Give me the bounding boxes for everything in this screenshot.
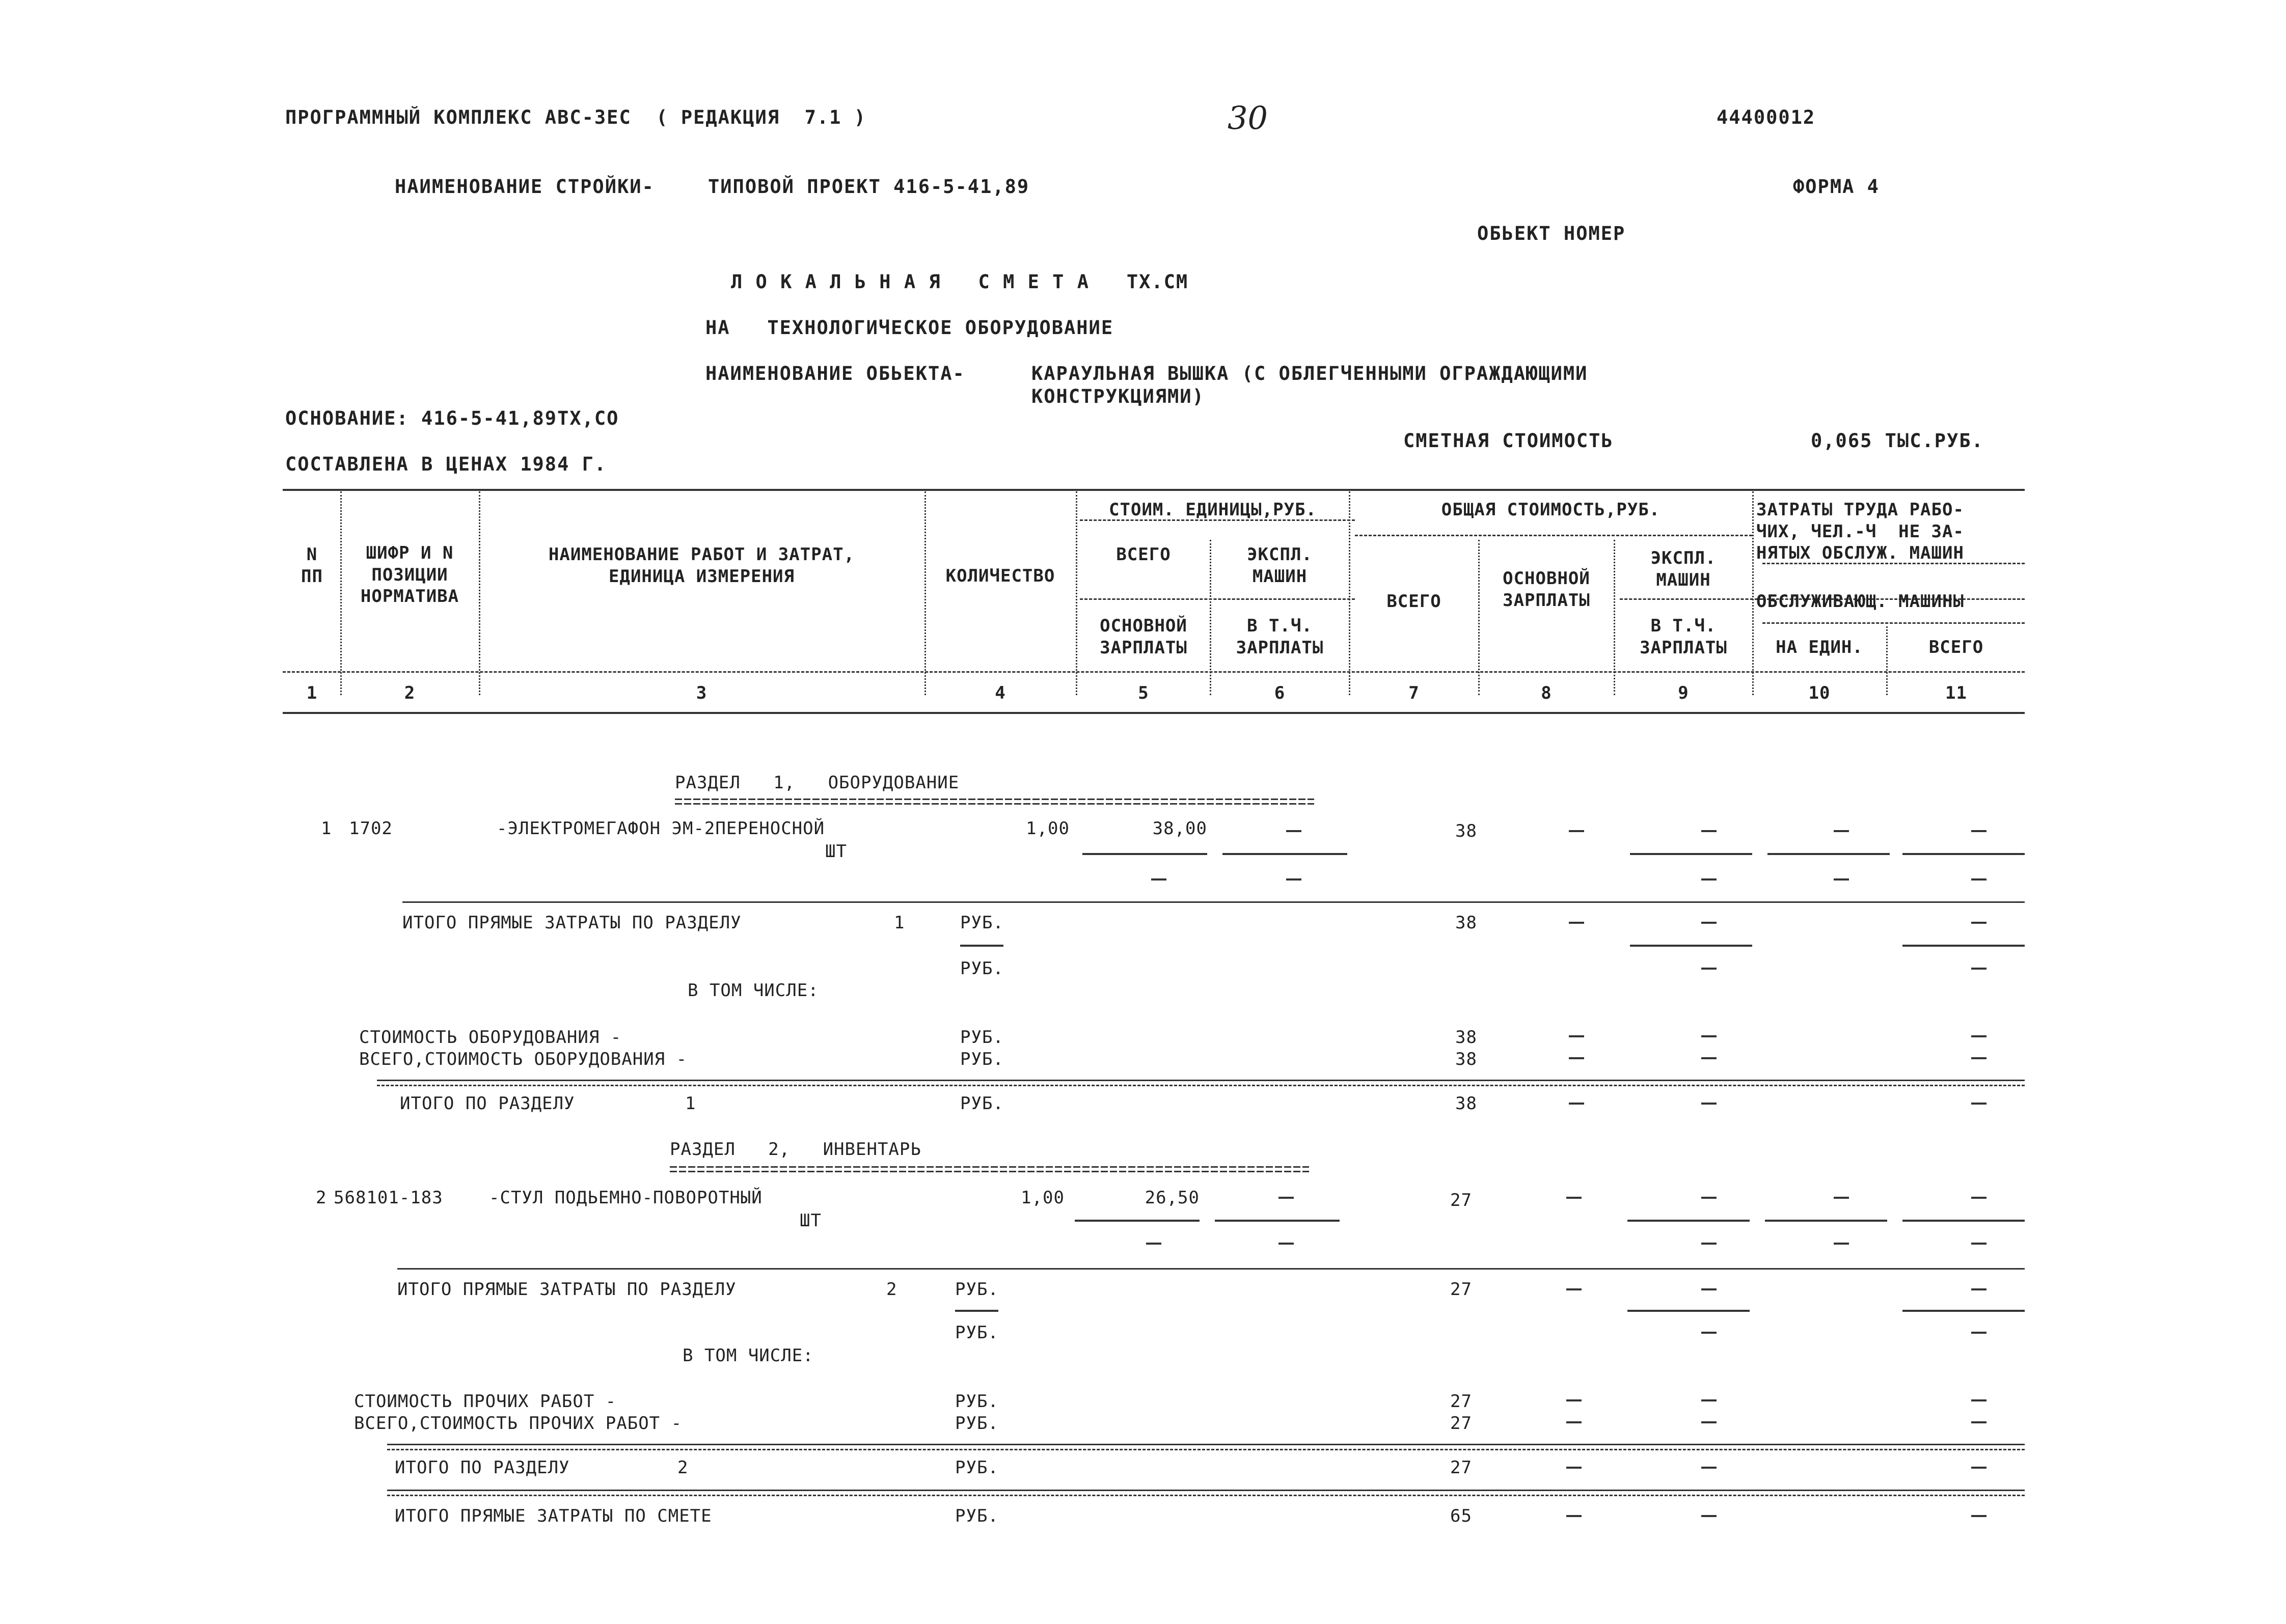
vline-4: [1076, 491, 1077, 695]
row-2-incl-machines: [1701, 1243, 1717, 1245]
section-2-including: В ТОМ ЧИСЛЕ:: [683, 1345, 814, 1366]
row-1-rule-a: [1082, 853, 1207, 855]
grand-total-label: ИТОГО ПРЯМЫЕ ЗАТРАТЫ ПО СМЕТЕ: [395, 1506, 712, 1526]
unit-wage-header: ОСНОВНОЙ ЗАРПЛАТЫ: [1100, 616, 1187, 658]
row-2-labor-unit: [1834, 1197, 1849, 1199]
section-2-direct-rule-b: [1627, 1310, 1750, 1312]
col-num-7: 7: [1408, 683, 1420, 703]
rule-numbers-top: [283, 671, 2025, 673]
section-2-total-labor: [1971, 1467, 1986, 1469]
grand-total-wage: [1566, 1515, 1582, 1517]
row-2-unit: ШТ: [800, 1210, 822, 1231]
section-1-total-labor: [1971, 1103, 1986, 1105]
row-1-incl-wage: [1286, 878, 1301, 880]
document-code: 44400012: [1717, 106, 1816, 128]
col-num-4: 4: [995, 683, 1006, 703]
rule-total-sub: [1620, 598, 1762, 600]
total-all-header: ВСЕГО: [1386, 591, 1441, 612]
col-name-header: НАИМЕНОВАНИЕ РАБОТ И ЗАТРАТ, ЕДИНИЦА ИЗМЕРЕНИЯ: [548, 544, 855, 587]
section-1-including: В ТОМ ЧИСЛЕ:: [688, 980, 819, 1001]
vline-6: [1349, 491, 1350, 695]
section-2-direct-total: 27: [1450, 1279, 1472, 1300]
row-1-rule-d: [1767, 853, 1890, 855]
section-1-line-2-label: ВСЕГО,СТОИМОСТЬ ОБОРУДОВАНИЯ -: [359, 1049, 688, 1069]
row-1-labor-service-total: [1971, 878, 1986, 880]
labor-per-unit-header: НА ЕДИН.: [1776, 637, 1863, 657]
rule-numbers-bottom: [283, 712, 2025, 714]
section-1-line-1-machines: [1701, 1035, 1717, 1037]
col-num-8: 8: [1541, 683, 1552, 703]
vline-1: [340, 491, 342, 695]
section-2-direct-unit: РУБ.: [955, 1279, 999, 1300]
row-1-total-machines: [1701, 830, 1717, 832]
object-name-line2: КОНСТРУКЦИЯМИ): [1031, 386, 1205, 407]
program-name: ПРОГРАММНЫЙ КОМПЛЕКС АВС-3ЕС ( РЕДАКЦИЯ 7.1 ): [285, 106, 866, 128]
row-2-number: 2: [316, 1188, 327, 1208]
total-cost-group-header: ОБЩАЯ СТОИМОСТЬ,РУБ.: [1441, 500, 1661, 520]
section-1-direct-label: ИТОГО ПРЯМЫЕ ЗАТРАТЫ ПО РАЗДЕЛУ: [402, 913, 742, 933]
section-2-direct-unit-2: РУБ.: [955, 1323, 999, 1343]
grand-rule-2: [387, 1495, 2025, 1496]
basis: ОСНОВАНИЕ: 416-5-41,89ТХ,СО: [285, 407, 619, 429]
section-1-title: РАЗДЕЛ 1, ОБОРУДОВАНИЕ: [675, 773, 960, 793]
row-1-labor-total: [1971, 830, 1986, 832]
section-1-line-2-unit: РУБ.: [960, 1049, 1004, 1069]
row-2-labor-service-unit: [1834, 1243, 1849, 1245]
total-incl-wage-header: В Т.Ч. ЗАРПЛАТЫ: [1640, 616, 1727, 658]
section-2-total-wage: [1566, 1467, 1582, 1469]
col-num-9: 9: [1678, 683, 1689, 703]
section-2-rule-1: [397, 1268, 2025, 1270]
section-2-title: РАЗДЕЛ 2, ИНВЕНТАРЬ: [670, 1139, 921, 1160]
unit-machines-header: ЭКСПЛ. МАШИН: [1247, 544, 1313, 587]
row-1-total: 38: [1455, 821, 1477, 841]
section-1-direct-wage: [1569, 922, 1584, 924]
col-code-header: ШИФР И N ПОЗИЦИИ НОРМАТИВА: [360, 543, 459, 607]
row-2-total-wage: [1566, 1197, 1582, 1199]
row-2-rule-e: [1902, 1220, 2025, 1222]
section-2-direct-machines: [1701, 1288, 1717, 1290]
object-label: НАИМЕНОВАНИЕ ОБЬЕКТА-: [705, 363, 965, 384]
row-1-rule-c: [1630, 853, 1752, 855]
row-1-incl-machines: [1701, 878, 1717, 880]
section-1-rule-2: [377, 1080, 2025, 1081]
row-2-labor-service-total: [1971, 1243, 1986, 1245]
section-1-direct-number: 1: [894, 913, 905, 933]
row-1-rule-b: [1222, 853, 1347, 855]
section-2-total-unit: РУБ.: [955, 1457, 999, 1478]
document-subtitle: НА ТЕХНОЛОГИЧЕСКОЕ ОБОРУДОВАНИЕ: [705, 317, 1114, 339]
document-title: Л О К А Л Ь Н А Я С М Е Т А ТХ.СМ: [731, 271, 1189, 293]
section-2-line-1-wage: [1566, 1399, 1582, 1401]
section-2-total-machines: [1701, 1467, 1717, 1469]
section-2-direct-label: ИТОГО ПРЯМЫЕ ЗАТРАТЫ ПО РАЗДЕЛУ: [397, 1279, 737, 1300]
vline-8: [1614, 540, 1615, 695]
rule-labor-3: [1762, 622, 2025, 624]
section-2-line-2-value: 27: [1450, 1413, 1472, 1434]
grand-total-labor: [1971, 1515, 1986, 1517]
section-1-total-label: ИТОГО ПО РАЗДЕЛУ: [400, 1093, 575, 1114]
section-2-line-1-unit: РУБ.: [955, 1391, 999, 1412]
section-1-direct-total: 38: [1455, 913, 1477, 933]
col-num-10: 10: [1808, 683, 1831, 703]
section-2-line-1-label: СТОИМОСТЬ ПРОЧИХ РАБОТ -: [354, 1391, 617, 1412]
section-1-direct-rule-b: [1630, 945, 1752, 947]
unit-incl-wage-header: В Т.Ч. ЗАРПЛАТЫ: [1236, 616, 1324, 658]
header-top-rule: [283, 489, 2025, 491]
section-1-total-wage: [1569, 1103, 1584, 1105]
row-1-labor-service-unit: [1834, 878, 1849, 880]
section-1-direct-rule-c: [1902, 945, 2025, 947]
section-1-direct-rule-a: [960, 945, 1003, 947]
col-number-header: N ПП: [301, 544, 323, 587]
section-1-line-2-machines: [1701, 1057, 1717, 1059]
row-2-rule-c: [1627, 1220, 1750, 1222]
section-1-direct-incl-machines: [1701, 968, 1717, 970]
row-2-name: -СТУЛ ПОДЬЕМНО-ПОВОРОТНЫЙ: [489, 1188, 763, 1208]
labor-total-header: ВСЕГО: [1928, 637, 1984, 657]
section-1-line-1-value: 38: [1455, 1027, 1477, 1048]
row-2-labor-total: [1971, 1197, 1986, 1199]
estimate-cost-label: СМЕТНАЯ СТОИМОСТЬ: [1403, 430, 1614, 452]
section-1-total-number: 1: [685, 1093, 696, 1114]
section-2-line-2-unit: РУБ.: [955, 1413, 999, 1434]
section-2-direct-number: 2: [886, 1279, 897, 1300]
row-1-labor-unit: [1834, 830, 1849, 832]
col-quantity-header: КОЛИЧЕСТВО: [945, 566, 1055, 586]
row-2-rule-a: [1075, 1220, 1200, 1222]
form-label: ФОРМА 4: [1793, 176, 1880, 198]
section-2-total-value: 27: [1450, 1457, 1472, 1478]
col-num-1: 1: [306, 683, 318, 703]
col-num-3: 3: [696, 683, 707, 703]
section-1-rule-3: [377, 1085, 2025, 1086]
section-2-direct-wage: [1566, 1288, 1582, 1290]
vline-5: [1210, 540, 1211, 695]
vline-2: [479, 491, 480, 695]
object-name-line1: КАРАУЛЬНАЯ ВЫШКА (С ОБЛЕГЧЕННЫМИ ОГРАЖДАЮЩИМИ: [1031, 363, 1588, 384]
row-2-unit-price: 26,50: [1145, 1188, 1200, 1208]
construction-value: ТИПОВОЙ ПРОЕКТ 416-5-41,89: [708, 176, 1030, 198]
section-2-line-2-machines: [1701, 1421, 1717, 1423]
unit-cost-group-header: СТОИМ. ЕДИНИЦЫ,РУБ.: [1109, 500, 1317, 520]
section-1-total-unit: РУБ.: [960, 1093, 1004, 1114]
row-1-unit: ШТ: [825, 841, 847, 862]
section-1-line-2-wage: [1569, 1057, 1584, 1059]
row-1-wage: [1151, 878, 1166, 880]
section-1-line-1-labor: [1971, 1035, 1986, 1037]
section-1-direct-labor: [1971, 922, 1986, 924]
page-number: 30: [1228, 99, 1268, 136]
section-2-direct-rule-a: [955, 1310, 998, 1312]
total-machines-header: ЭКСПЛ. МАШИН: [1650, 548, 1717, 590]
section-2-line-2-labor: [1971, 1421, 1986, 1423]
section-2-direct-rule-c: [1902, 1310, 2025, 1312]
row-2-total: 27: [1450, 1190, 1472, 1210]
section-1-line-2-labor: [1971, 1057, 1986, 1059]
section-1-underline: [675, 799, 1314, 805]
unit-total-header: ВСЕГО: [1116, 544, 1171, 565]
section-2-line-1-value: 27: [1450, 1391, 1472, 1412]
rule-total-group: [1355, 535, 1752, 536]
section-2-underline: [670, 1166, 1309, 1172]
section-1-line-1-wage: [1569, 1035, 1584, 1037]
row-1-quantity: 1,00: [1026, 818, 1070, 839]
construction-label: НАИМЕНОВАНИЕ СТРОЙКИ-: [395, 176, 655, 198]
row-1-unit-price: 38,00: [1152, 818, 1207, 839]
object-number: ОБЬЕКТ НОМЕР: [1477, 223, 1626, 244]
section-2-total-number: 2: [677, 1457, 689, 1478]
grand-total-unit: РУБ.: [955, 1506, 999, 1526]
section-1-line-2-value: 38: [1455, 1049, 1477, 1069]
section-1-direct-unit: РУБ.: [960, 913, 1004, 933]
vline-10: [1886, 626, 1888, 695]
row-1-unit-machines: [1286, 830, 1301, 832]
row-2-quantity: 1,00: [1021, 1188, 1065, 1208]
section-1-total-machines: [1701, 1103, 1717, 1105]
vline-3: [924, 491, 926, 695]
price-level: СОСТАВЛЕНА В ЦЕНАХ 1984 Г.: [285, 453, 607, 475]
grand-total-machines: [1701, 1515, 1717, 1517]
col-num-5: 5: [1138, 683, 1149, 703]
section-2-total-label: ИТОГО ПО РАЗДЕЛУ: [395, 1457, 570, 1478]
row-1-name: -ЭЛЕКТРОМЕГАФОН ЭМ-2ПЕРЕНОСНОЙ: [497, 818, 825, 839]
labor-service-header: ОБСЛУЖИВАЮЩ. МАШИНЫ: [1756, 591, 1964, 612]
rule-unit-sub: [1080, 598, 1355, 600]
section-1-direct-labor-2: [1971, 968, 1986, 970]
vline-7: [1478, 540, 1480, 695]
section-1-line-1-label: СТОИМОСТЬ ОБОРУДОВАНИЯ -: [359, 1027, 622, 1048]
section-2-direct-incl-machines: [1701, 1332, 1717, 1334]
row-2-rule-d: [1765, 1220, 1887, 1222]
row-1-total-wage: [1569, 830, 1584, 832]
row-2-total-machines: [1701, 1197, 1717, 1199]
section-1-total-value: 38: [1455, 1093, 1477, 1114]
total-wage-header: ОСНОВНОЙ ЗАРПЛАТЫ: [1503, 568, 1590, 611]
section-1-direct-machines: [1701, 922, 1717, 924]
row-2-incl-wage: [1278, 1243, 1294, 1245]
section-1-line-1-unit: РУБ.: [960, 1027, 1004, 1048]
section-2-rule-2: [387, 1444, 2025, 1445]
section-2-line-2-wage: [1566, 1421, 1582, 1423]
labor-group-header: ЗАТРАТЫ ТРУДА РАБО- ЧИХ, ЧЕЛ.-Ч НЕ ЗА- НЯТЫХ ОБСЛУЖ. МАШИН: [1756, 500, 1964, 563]
col-num-6: 6: [1274, 683, 1286, 703]
estimate-cost-value: 0,065 ТЫС.РУБ.: [1811, 430, 1984, 452]
grand-total-value: 65: [1450, 1506, 1472, 1526]
row-1-code: 1702: [349, 818, 393, 839]
section-2-line-1-machines: [1701, 1399, 1717, 1401]
row-1-number: 1: [321, 818, 332, 839]
row-2-wage: [1146, 1243, 1161, 1245]
section-2-direct-labor-2: [1971, 1332, 1986, 1334]
section-2-line-1-labor: [1971, 1399, 1986, 1401]
row-2-unit-machines: [1278, 1197, 1294, 1199]
row-2-rule-b: [1215, 1220, 1340, 1222]
row-1-rule-e: [1902, 853, 2025, 855]
grand-rule-1: [387, 1490, 2025, 1491]
section-1-direct-unit-2: РУБ.: [960, 958, 1004, 979]
row-2-code: 568101-183: [334, 1188, 443, 1208]
section-1-rule-1: [402, 901, 2025, 903]
section-2-rule-3: [387, 1449, 2025, 1450]
section-2-line-2-label: ВСЕГО,СТОИМОСТЬ ПРОЧИХ РАБОТ -: [354, 1413, 683, 1434]
section-2-direct-labor: [1971, 1288, 1986, 1290]
vline-9: [1752, 491, 1754, 695]
col-num-2: 2: [404, 683, 416, 703]
col-num-11: 11: [1945, 683, 1967, 703]
